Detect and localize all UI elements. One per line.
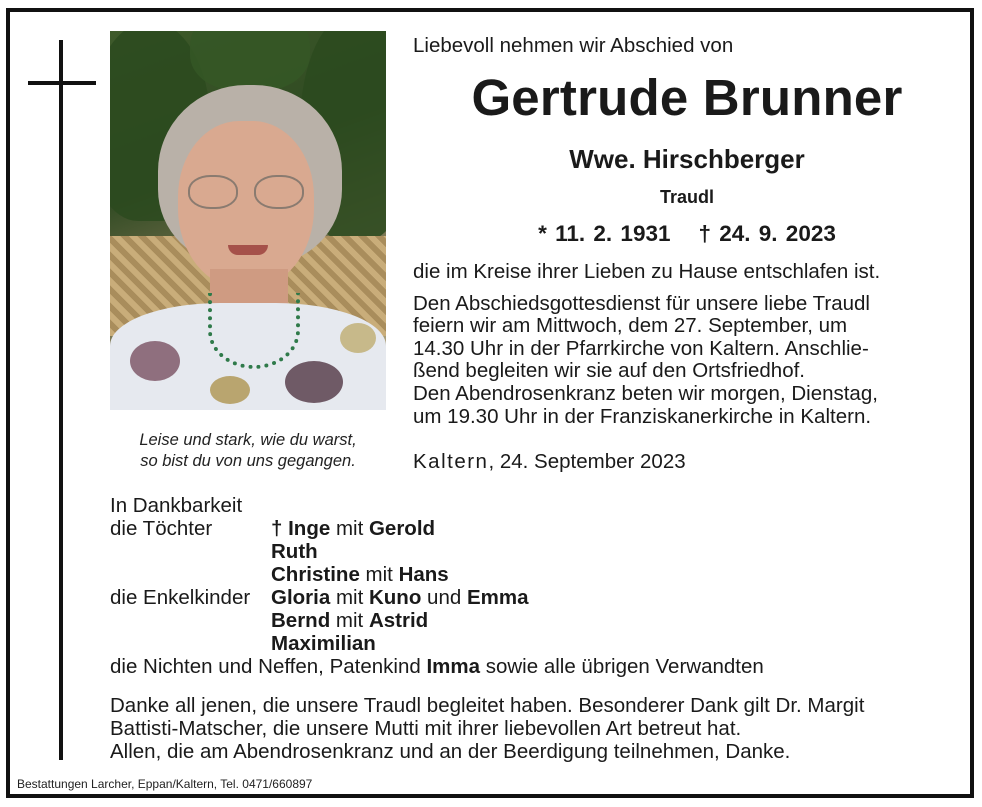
- family-row: [110, 517, 764, 540]
- connector: und: [421, 586, 467, 609]
- announcement-text: [413, 261, 955, 428]
- connector: mit: [330, 609, 369, 632]
- announcement-line: Den Abendrosenkranz beten wir morgen, Dienstag,: [413, 381, 878, 405]
- quote-line: so bist du von uns gegangen.: [140, 452, 356, 470]
- connector: mit: [359, 563, 399, 586]
- memorial-quote: [110, 430, 386, 472]
- announcement-line: feiern wir am Mittwoch, dem 27. September, um: [413, 314, 848, 338]
- life-dates: [413, 221, 961, 247]
- place-and-date: [413, 450, 686, 474]
- daughter-name: Ruth: [271, 540, 318, 563]
- thanks-line: Danke all jenen, die unsere Traudl begleitet haben. Besonderer Dank gilt Dr. Margit: [110, 694, 865, 717]
- daughter-name: † Inge: [271, 517, 331, 540]
- announcement-line: um 19.30 Uhr in der Franziskanerkirche in Kaltern.: [413, 404, 872, 428]
- cross-icon-vertical: [59, 40, 63, 760]
- grandchild-name: Bernd: [271, 609, 331, 632]
- connector: mit: [330, 586, 369, 609]
- widow-name: Wwe. Hirschberger: [569, 144, 805, 174]
- daughters-label: die Töchter: [110, 517, 213, 540]
- grandchild-name: Maximilian: [271, 632, 376, 655]
- connector: mit: [330, 517, 369, 540]
- family-row: [110, 586, 764, 609]
- death-date: † 24. 9. 2023: [698, 221, 836, 246]
- thanks-line: Battisti-Matscher, die unsere Mutti mit ihrer liebevollen Art betreut hat.: [110, 717, 742, 740]
- announcement-line: 14.30 Uhr in der Pfarrkirche von Kaltern. Anschlie-: [413, 336, 869, 360]
- family-row: [110, 632, 764, 655]
- family-intro: In Dankbarkeit: [110, 494, 243, 517]
- family-list: [110, 494, 764, 678]
- grandchildren-label: die Enkelkinder: [110, 586, 251, 609]
- great-grandchild-name: Emma: [466, 586, 529, 609]
- nieces-text: die Nichten und Neffen, Patenkind: [110, 655, 427, 678]
- place-name: Kaltern: [413, 450, 489, 473]
- funeral-home-footer: Bestattungen Larcher, Eppan/Kaltern, Tel. 0471/660897: [17, 777, 313, 791]
- godchild-name: Imma: [426, 655, 481, 678]
- birth-date: * 11. 2. 1931: [538, 221, 671, 246]
- thanks-text: [110, 694, 956, 763]
- partner-name: Kuno: [368, 586, 422, 609]
- nieces-line: [110, 655, 764, 678]
- family-row: [110, 540, 764, 563]
- grandchild-name: Gloria: [271, 586, 331, 609]
- announcement-line: ßend begleiten wir sie auf den Ortsfriedhof.: [413, 359, 805, 383]
- intro-text: Liebevoll nehmen wir Abschied von: [413, 34, 734, 57]
- quote-line: Leise und stark, wie du warst,: [139, 431, 357, 449]
- announcement-line: Den Abschiedsgottesdienst für unsere liebe Traudl: [413, 291, 870, 315]
- cross-icon-horizontal: [28, 81, 96, 85]
- partner-name: Gerold: [368, 517, 436, 540]
- date-text: , 24. September 2023: [488, 450, 686, 473]
- family-row: [110, 563, 764, 586]
- nieces-text: sowie alle übrigen Verwandten: [480, 655, 764, 678]
- partner-name: Astrid: [368, 609, 429, 632]
- nickname: Traudl: [659, 187, 714, 207]
- announcement-line: die im Kreise ihrer Lieben zu Hause entschlafen ist.: [413, 260, 881, 283]
- deceased-name: Gertrude Brunner: [471, 69, 903, 126]
- family-row: [110, 609, 764, 632]
- portrait-photo: [110, 31, 386, 410]
- daughter-name: Christine: [271, 563, 360, 586]
- partner-name: Hans: [398, 563, 449, 586]
- thanks-line: Allen, die am Abendrosenkranz und an der Beerdigung teilnehmen, Danke.: [110, 740, 791, 763]
